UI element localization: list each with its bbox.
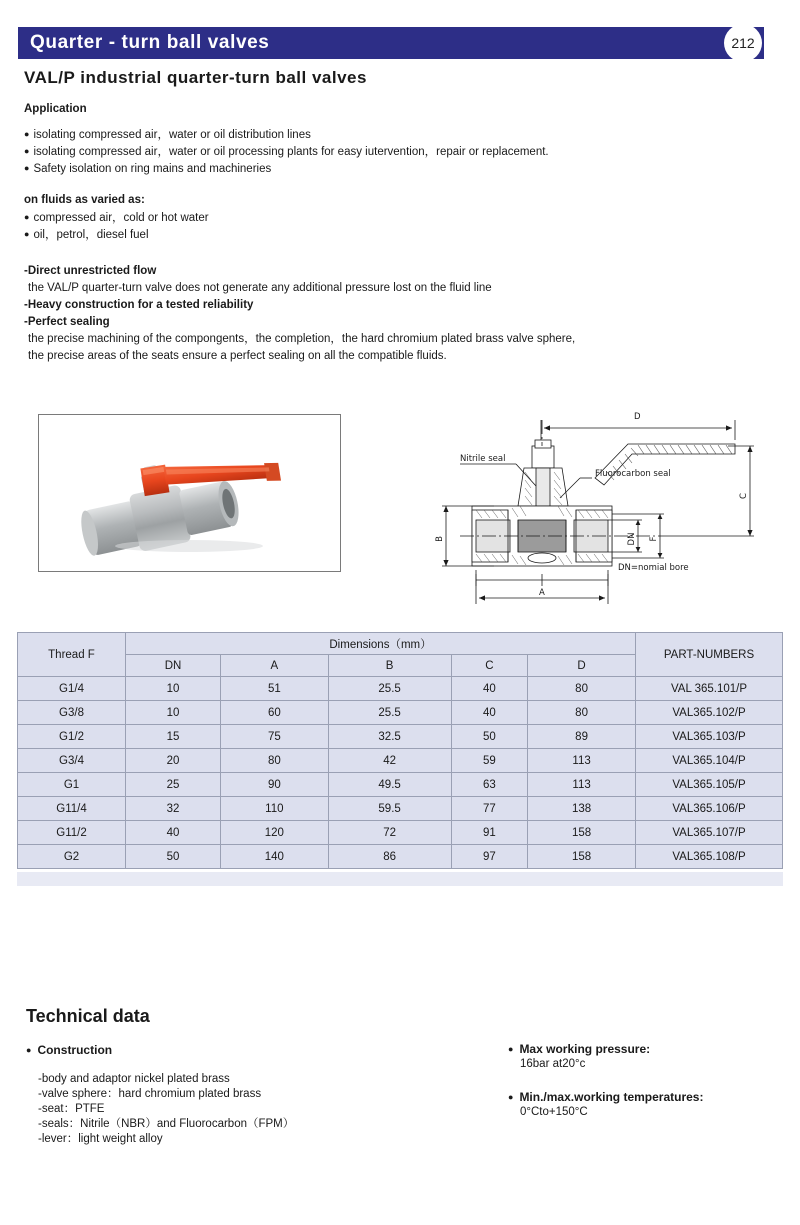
table-header <box>18 633 783 677</box>
temperatures-heading-label: Min./max.working temperatures: <box>519 1090 704 1104</box>
bullet-icon: ● <box>508 1092 514 1102</box>
cell-dn: 50 <box>126 845 221 869</box>
cell-b: 25.5 <box>328 701 451 725</box>
page-header-bar <box>18 27 764 59</box>
bullet-icon: ● <box>508 1044 514 1054</box>
max-pressure-heading-label: Max working pressure: <box>519 1042 651 1056</box>
technical-drawing <box>432 406 772 618</box>
bullet-icon: ● <box>24 229 30 239</box>
product-subtitle: VAL/P industrial quarter-turn ball valves <box>24 68 367 87</box>
dimension-label-f: F <box>649 536 659 542</box>
table-body <box>18 677 783 869</box>
temperatures-value: 0°Cto+150°C <box>520 1106 588 1118</box>
page-number-badge: 212 <box>724 24 762 62</box>
dimension-label-c: C <box>739 493 749 499</box>
cell-b: 86 <box>328 845 451 869</box>
cell-d: 113 <box>528 773 636 797</box>
feature-body-line: the precise areas of the seats ensure a perfect sealing on all the compatible fluids. <box>28 350 447 362</box>
list-item <box>24 143 549 160</box>
column-header-d: D <box>528 655 636 677</box>
cell-d: 113 <box>528 749 636 773</box>
cell-d: 80 <box>528 701 636 725</box>
table-bottom-band <box>17 872 783 886</box>
cell-thread: G11/2 <box>18 821 126 845</box>
list-item: -lever：light weight alloy <box>38 1133 163 1145</box>
cell-dn: 20 <box>126 749 221 773</box>
technical-data-specs <box>508 1042 703 1118</box>
cell-d: 89 <box>528 725 636 749</box>
cell-part: VAL 365.101/P <box>636 677 783 701</box>
ball-valve-photo-illustration <box>39 415 340 571</box>
table-row <box>18 701 783 725</box>
list-item: -seat：PTFE <box>38 1103 105 1115</box>
features-section <box>24 263 575 365</box>
cell-c: 63 <box>451 773 528 797</box>
cell-dn: 40 <box>126 821 221 845</box>
cell-c: 59 <box>451 749 528 773</box>
cell-d: 158 <box>528 845 636 869</box>
cell-a: 75 <box>221 725 329 749</box>
valve-cross-section-diagram <box>432 406 772 618</box>
table-row <box>18 773 783 797</box>
cell-b: 49.5 <box>328 773 451 797</box>
application-bullet-list <box>24 126 549 177</box>
dimensions-table-wrapper <box>17 632 783 869</box>
cell-c: 91 <box>451 821 528 845</box>
cell-c: 40 <box>451 701 528 725</box>
column-header-a: A <box>221 655 329 677</box>
fluorocarbon-seal-label: Fluorocarbon seal <box>595 469 671 479</box>
page-title: Quarter - turn ball valves <box>30 32 270 53</box>
temperatures-group <box>508 1090 703 1118</box>
cell-a: 51 <box>221 677 329 701</box>
cell-part: VAL365.102/P <box>636 701 783 725</box>
bullet-icon: ● <box>24 212 30 222</box>
bullet-icon: ● <box>24 146 30 156</box>
cell-part: VAL365.103/P <box>636 725 783 749</box>
cell-dn: 15 <box>126 725 221 749</box>
cell-thread: G2 <box>18 845 126 869</box>
list-item <box>24 226 209 243</box>
cell-b: 32.5 <box>328 725 451 749</box>
cell-thread: G1 <box>18 773 126 797</box>
dimension-label-a: A <box>539 588 545 598</box>
cell-part: VAL365.108/P <box>636 845 783 869</box>
technical-data-construction <box>26 1043 294 1147</box>
cell-d: 158 <box>528 821 636 845</box>
dimensions-table <box>17 632 783 869</box>
cell-a: 90 <box>221 773 329 797</box>
table-row <box>18 749 783 773</box>
list-item: -valve sphere：hard chromium plated brass <box>38 1088 262 1100</box>
cell-b: 42 <box>328 749 451 773</box>
list-item-label: compressed air，cold or hot water <box>33 212 209 224</box>
column-header-dn: DN <box>126 655 221 677</box>
cell-thread: G3/8 <box>18 701 126 725</box>
temperatures-heading <box>508 1090 703 1104</box>
table-row <box>18 797 783 821</box>
cell-part: VAL365.104/P <box>636 749 783 773</box>
table-row <box>18 725 783 749</box>
construction-item-list <box>26 1072 294 1147</box>
construction-heading <box>26 1043 294 1057</box>
cell-c: 97 <box>451 845 528 869</box>
list-item-label: Safety isolation on ring mains and machineries <box>33 163 272 175</box>
cell-dn: 10 <box>126 701 221 725</box>
max-pressure-heading <box>508 1042 703 1056</box>
column-header-dimensions-group: Dimensions（mm） <box>126 633 636 655</box>
list-item-label: isolating compressed air，water or oil distribution lines <box>33 129 311 141</box>
max-pressure-value: 16bar at20°c <box>520 1058 586 1070</box>
cell-part: VAL365.106/P <box>636 797 783 821</box>
list-item-label: isolating compressed air，water or oil processing plants for easy iutervention，repair or replacement. <box>33 146 549 158</box>
cell-a: 110 <box>221 797 329 821</box>
column-header-c: C <box>451 655 528 677</box>
feature-body-line: the VAL/P quarter-turn valve does not generate any additional pressure lost on the fluid line <box>28 282 492 294</box>
cell-c: 77 <box>451 797 528 821</box>
table-header-row-1 <box>18 633 783 655</box>
table-row <box>18 821 783 845</box>
cell-thread: G3/4 <box>18 749 126 773</box>
list-item-label: oil，petrol，diesel fuel <box>33 229 149 241</box>
application-heading: Application <box>24 103 87 115</box>
cell-part: VAL365.105/P <box>636 773 783 797</box>
cell-a: 60 <box>221 701 329 725</box>
bullet-icon: ● <box>24 163 30 173</box>
fluids-heading: on fluids as varied as: <box>24 194 145 206</box>
fluids-bullet-list <box>24 209 209 243</box>
cell-a: 140 <box>221 845 329 869</box>
cell-thread: G11/4 <box>18 797 126 821</box>
dimension-label-dn: DN <box>627 532 637 546</box>
feature-heading: -Heavy construction for a tested reliability <box>24 299 254 311</box>
product-photo-box <box>38 414 341 572</box>
bullet-icon: ● <box>26 1045 32 1055</box>
dimension-label-d: D <box>634 412 641 422</box>
cell-c: 50 <box>451 725 528 749</box>
cell-dn: 32 <box>126 797 221 821</box>
technical-data-title: Technical data <box>26 1006 150 1026</box>
list-item: -seals：Nitrile（NBR）and Fluorocarbon（FPM） <box>38 1118 295 1130</box>
dn-note-label: DN=nomial bore <box>618 563 689 573</box>
list-item <box>24 126 549 143</box>
cell-d: 80 <box>528 677 636 701</box>
cell-thread: G1/4 <box>18 677 126 701</box>
cell-a: 80 <box>221 749 329 773</box>
list-item <box>24 209 209 226</box>
cell-part: VAL365.107/P <box>636 821 783 845</box>
max-pressure-group <box>508 1042 703 1070</box>
nitrile-seal-label: Nitrile seal <box>460 454 506 464</box>
cell-b: 72 <box>328 821 451 845</box>
cell-dn: 10 <box>126 677 221 701</box>
cell-b: 25.5 <box>328 677 451 701</box>
cell-d: 138 <box>528 797 636 821</box>
table-row <box>18 677 783 701</box>
construction-heading-label: Construction <box>37 1043 113 1057</box>
column-header-thread: Thread F <box>18 633 126 677</box>
cell-a: 120 <box>221 821 329 845</box>
dimension-label-b: B <box>435 536 445 542</box>
bullet-icon: ● <box>24 129 30 139</box>
feature-heading: -Direct unrestricted flow <box>24 265 157 277</box>
table-row <box>18 845 783 869</box>
list-item <box>24 160 549 177</box>
feature-heading: -Perfect sealing <box>24 316 110 328</box>
cell-dn: 25 <box>126 773 221 797</box>
cell-thread: G1/2 <box>18 725 126 749</box>
cell-c: 40 <box>451 677 528 701</box>
cell-b: 59.5 <box>328 797 451 821</box>
column-header-part-numbers: PART-NUMBERS <box>636 633 783 677</box>
column-header-b: B <box>328 655 451 677</box>
list-item: -body and adaptor nickel plated brass <box>38 1073 230 1085</box>
feature-body-line: the precise machining of the compongents，the completion，the hard chromium plated brass valve sphere, <box>28 333 576 345</box>
product-photo <box>39 415 340 571</box>
